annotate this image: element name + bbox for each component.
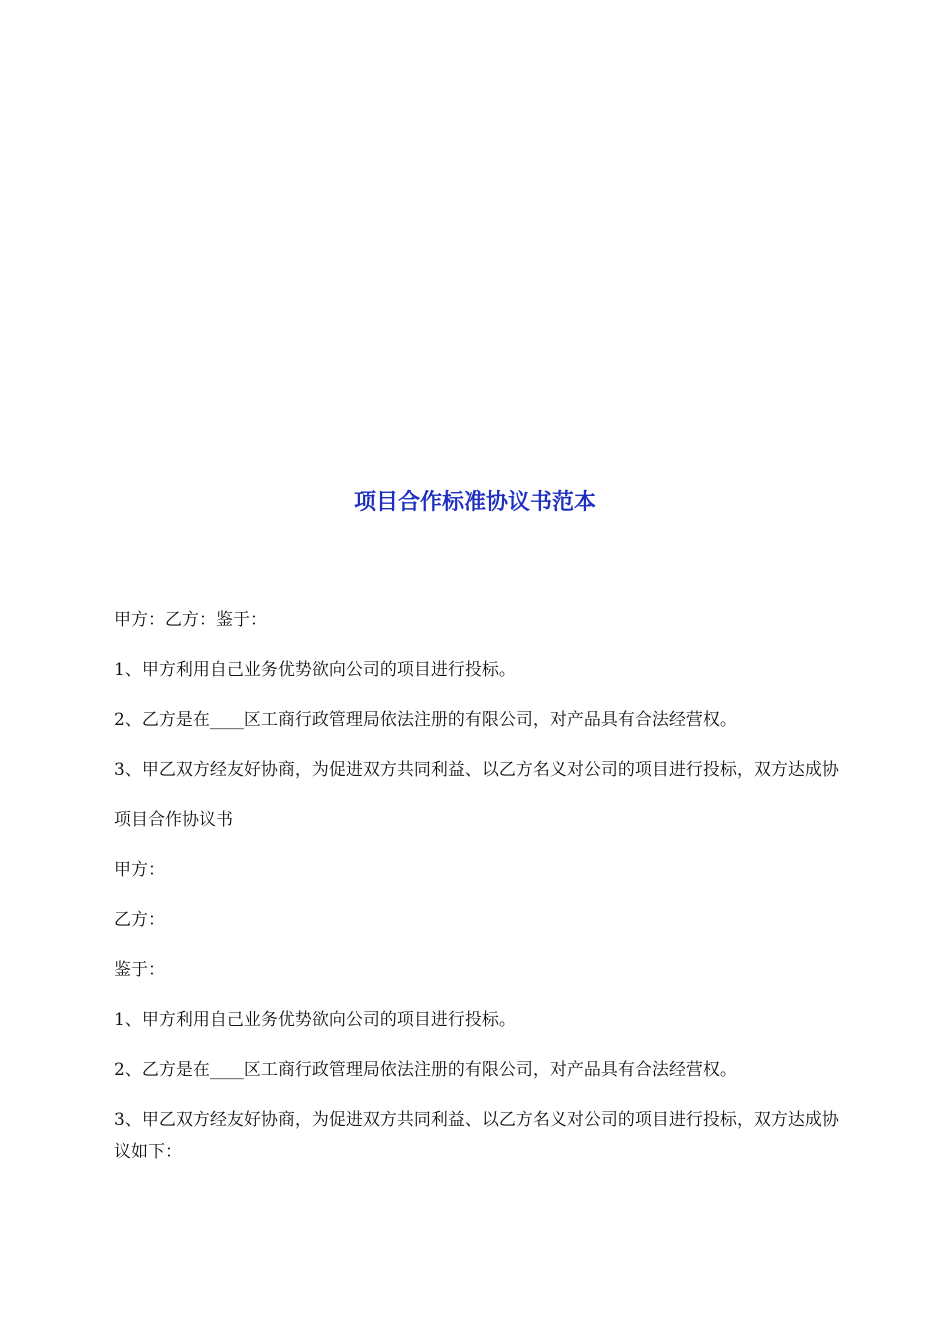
paragraph-clause-3-repeat: 3、甲乙双方经友好协商，为促进双方共同利益、以乙方名义对公司的项目进行投标，双方达成协议如下：: [114, 1110, 839, 1162]
paragraph-agreement-heading: 项目合作协议书: [114, 810, 233, 830]
paragraph-parties-intro: 甲方：乙方：鉴于：: [114, 610, 267, 630]
paragraph-clause-2-repeat: 2、乙方是在____区工商行政管理局依法注册的有限公司，对产品具有合法经营权。: [114, 1060, 737, 1080]
paragraph-party-a: 甲方：: [114, 860, 165, 880]
paragraph-party-b: 乙方：: [114, 910, 165, 930]
paragraph-clause-3: 3、甲乙双方经友好协商，为促进双方共同利益、以乙方名义对公司的项目进行投标，双方达成协: [114, 760, 839, 780]
document-body: [114, 604, 844, 1186]
paragraph-whereas: 鉴于：: [114, 960, 165, 980]
paragraph-clause-1-repeat: 1、甲方利用自己业务优势欲向公司的项目进行投标。: [114, 1010, 516, 1030]
paragraph-clause-1: 1、甲方利用自己业务优势欲向公司的项目进行投标。: [114, 660, 516, 680]
paragraph-clause-2: 2、乙方是在____区工商行政管理局依法注册的有限公司，对产品具有合法经营权。: [114, 710, 737, 730]
document-title: 项目合作标准协议书范本: [353, 490, 596, 515]
